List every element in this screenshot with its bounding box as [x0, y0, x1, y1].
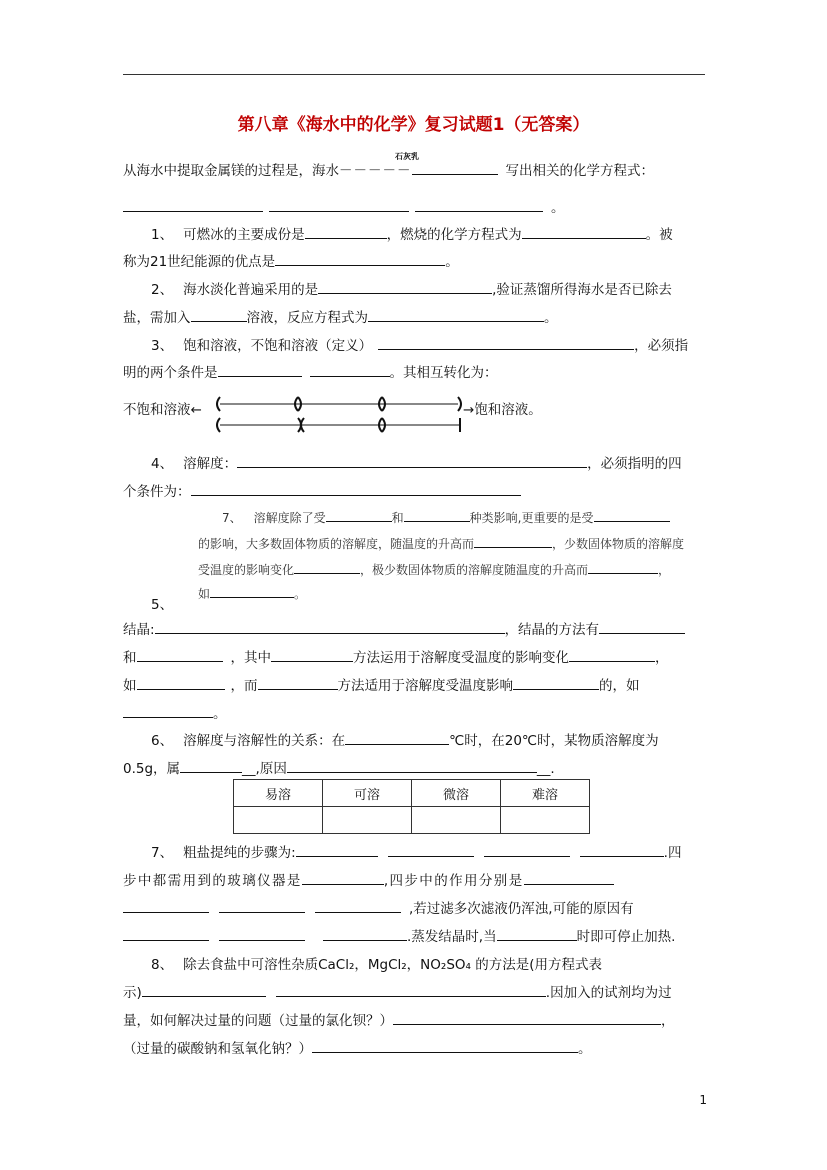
blank[interactable] — [599, 621, 685, 634]
blank[interactable] — [191, 483, 521, 496]
blank[interactable] — [513, 677, 599, 690]
blank[interactable] — [326, 509, 392, 522]
blank[interactable] — [553, 1012, 661, 1025]
blank[interactable] — [180, 760, 242, 773]
table-header-cell: 微溶 — [412, 780, 501, 807]
blank[interactable] — [123, 705, 213, 718]
question-7-line-3: ,若过滤多次滤液仍浑浊,可能的原因有 — [123, 900, 634, 918]
question-3-line-1: 3、 饱和溶液，不饱和溶液（定义） ，必须指 — [151, 338, 689, 354]
question-8-line-4: （过量的碳酸钠和氢氧化钠？） 。 — [123, 1041, 592, 1057]
arrow-right-icon: → — [463, 402, 475, 418]
question-7-line-1: 7、 粗盐提纯的步骤为: .四 — [151, 845, 682, 861]
blank[interactable] — [415, 199, 543, 212]
intro-line-1: 从海水中提取金属镁的过程是，海水－－－－－ 写出相关的化学方程式： — [123, 163, 654, 179]
blank[interactable] — [287, 760, 537, 773]
blank[interactable] — [219, 900, 305, 913]
blank[interactable] — [594, 509, 670, 522]
question-4-line-1: 4、 溶解度： ，必须指明的四 — [151, 456, 682, 472]
question-7a-line-3: 受温度的影响变化 ，极少数固体物质的溶解度随温度的升高而 ， — [198, 563, 671, 577]
table-cell[interactable] — [412, 807, 501, 834]
question-number: 3、 — [151, 338, 174, 354]
solubility-table — [233, 779, 590, 834]
blank[interactable] — [219, 928, 305, 941]
question-8-line-2: 示) .因加入的试剂均为过 — [123, 985, 672, 1001]
blank[interactable] — [588, 561, 658, 574]
blank[interactable] — [368, 309, 544, 322]
question-6-line-2: 0.5g，属 __,原因 __. — [123, 761, 555, 777]
blank[interactable] — [142, 984, 266, 997]
question-4-line-2: 个条件为： — [123, 483, 521, 501]
question-5-line-3: 如 ，而 方法适用于溶解度受温度影响 的，如 — [123, 678, 640, 694]
blank[interactable] — [123, 928, 209, 941]
blank[interactable] — [484, 844, 570, 857]
question-5-number-line — [123, 596, 173, 614]
blank[interactable] — [137, 677, 225, 690]
blank[interactable] — [524, 872, 614, 885]
blank[interactable] — [123, 900, 209, 913]
question-7a-line-1: 7、 溶解度除了受 和 种类影响,更重要的是受 — [222, 509, 670, 526]
blank[interactable] — [294, 561, 360, 574]
blank[interactable] — [276, 984, 406, 997]
blank[interactable] — [569, 649, 655, 662]
blank[interactable] — [237, 455, 587, 468]
blank[interactable] — [318, 281, 492, 294]
blank[interactable] — [345, 732, 449, 745]
question-number: 6、 — [151, 733, 174, 749]
blank[interactable] — [412, 162, 498, 175]
blank[interactable] — [296, 844, 378, 857]
blank[interactable] — [404, 509, 470, 522]
question-7-line-2: 步中都需用到的玻璃仪器是 ,四步中的作用分别是 — [123, 872, 614, 890]
blank[interactable] — [522, 226, 646, 239]
question-6-line-1: 6、 溶解度与溶解性的关系：在 ℃时，在20℃时，某物质溶解度为 — [151, 733, 659, 749]
question-number: 4、 — [151, 456, 174, 472]
blank[interactable] — [155, 621, 505, 634]
blank[interactable] — [388, 844, 474, 857]
table-cell[interactable] — [234, 807, 323, 834]
question-8-line-3: 量，如何解决过量的问题（过量的氯化钡？） ， — [123, 1013, 675, 1029]
page-number: 1 — [699, 1093, 707, 1107]
header-rule — [123, 74, 705, 75]
blank[interactable] — [393, 1012, 553, 1025]
question-1-line-1: 1、 可燃冰的主要成份是 ，燃烧的化学方程式为 。被 — [151, 227, 673, 243]
conversion-left-label: 不饱和溶液← — [123, 402, 202, 418]
blank[interactable] — [275, 253, 445, 266]
question-number: 2、 — [151, 282, 174, 298]
lime-milk-annotation: 石灰乳 — [395, 152, 419, 161]
question-5-line-2: 和 ，其中 方法运用于溶解度受温度的影响变化 ， — [123, 650, 669, 666]
table-header-cell: 可溶 — [323, 780, 412, 807]
blank[interactable] — [218, 364, 302, 377]
question-number: 8、 — [151, 957, 174, 973]
blank[interactable] — [271, 649, 353, 662]
blank[interactable] — [580, 844, 664, 857]
question-7-line-4: .蒸发结晶时,当 时即可停止加热. — [123, 928, 675, 946]
question-5-line-4: 。 — [123, 705, 227, 723]
table-header-cell: 难溶 — [501, 780, 590, 807]
question-8-line-1: 8、 除去食盐中可溶性杂质CaCl₂，MgCl₂，NO₂SO₄ 的方法是(用方程式表 — [151, 957, 602, 973]
conversion-diagram — [200, 391, 470, 441]
blank[interactable] — [312, 1040, 578, 1053]
blank[interactable] — [497, 928, 577, 941]
question-7a-line-2: 的影响，大多数固体物质的溶解度，随温度的升高而 ，少数固体物质的溶解度 — [198, 537, 685, 551]
question-2-line-1: 2、 海水淡化普遍采用的是 ,验证蒸馏所得海水是否已除去 — [151, 282, 672, 298]
blank[interactable] — [474, 535, 552, 548]
blank[interactable] — [406, 984, 546, 997]
question-3-line-2: 明的两个条件是 。其相互转化为： — [123, 365, 498, 381]
blank[interactable] — [269, 199, 409, 212]
blank[interactable] — [323, 928, 407, 941]
question-number: 1、 — [151, 227, 174, 243]
blank[interactable] — [378, 337, 634, 350]
table-header-cell: 易溶 — [234, 780, 323, 807]
table-cell[interactable] — [501, 807, 590, 834]
blank[interactable] — [191, 309, 247, 322]
blank[interactable] — [315, 900, 401, 913]
blank[interactable] — [302, 872, 384, 885]
question-7a-line-4: 如 。 — [198, 587, 307, 601]
blank[interactable] — [310, 364, 390, 377]
arrow-left-icon: ← — [190, 402, 202, 418]
question-1-line-2: 称为21世纪能源的优点是 。 — [123, 254, 459, 270]
arrow-dashes: －－－－－ — [339, 163, 412, 179]
page-title: 第八章《海水中的化学》复习试题1（无答案） — [237, 115, 590, 135]
question-number: 7、 — [222, 511, 242, 525]
blank[interactable] — [210, 585, 294, 598]
blank[interactable] — [123, 199, 263, 212]
question-number: 7、 — [151, 845, 174, 861]
question-5-line-1: 结晶: ，结晶的方法有 — [123, 621, 685, 639]
conversion-right-label: →饱和溶液。 — [463, 402, 542, 418]
question-number: 5、 — [151, 597, 174, 613]
table-cell[interactable] — [323, 807, 412, 834]
question-2-line-2: 盐，需加入 溶液，反应方程式为 。 — [123, 310, 558, 326]
intro-line-2: 。 — [123, 199, 565, 217]
blank[interactable] — [137, 649, 223, 662]
blank[interactable] — [258, 677, 338, 690]
table-row — [234, 807, 590, 834]
table-header-row — [234, 780, 590, 807]
blank[interactable] — [305, 226, 387, 239]
